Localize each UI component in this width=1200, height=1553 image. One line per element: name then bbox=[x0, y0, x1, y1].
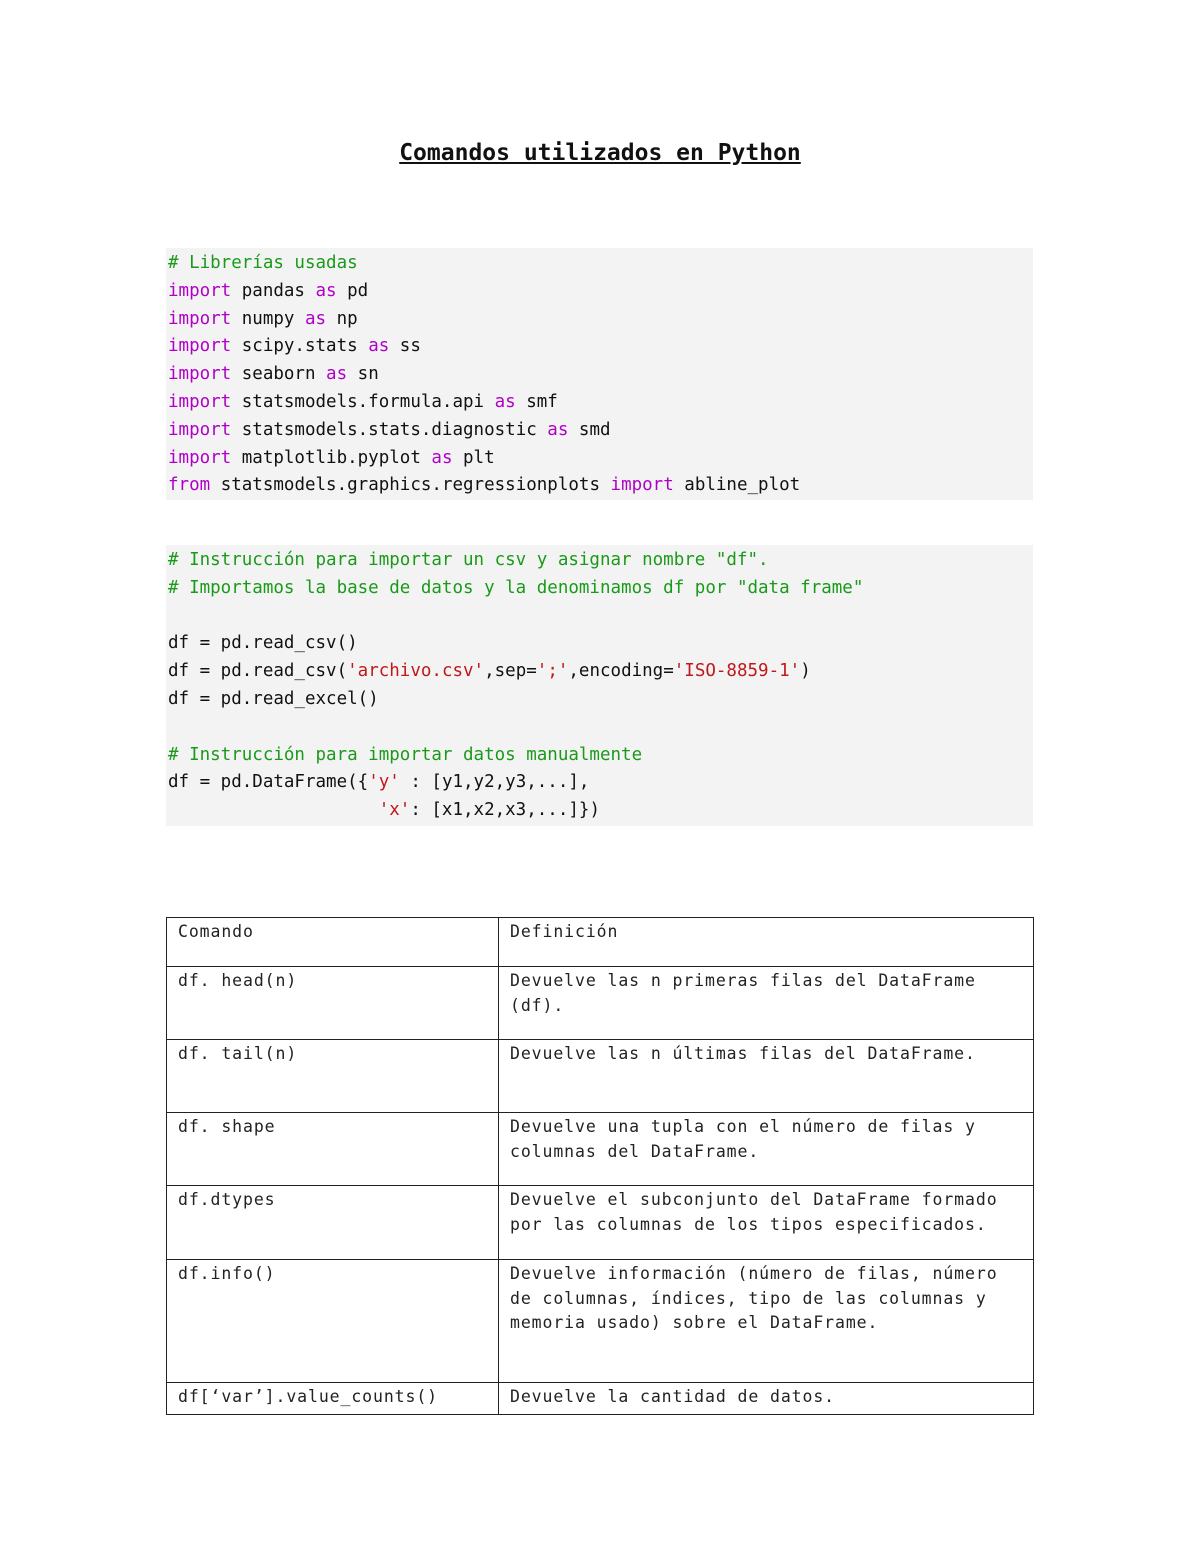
code-line bbox=[168, 306, 1033, 334]
keyword-as: as bbox=[326, 364, 348, 385]
cell-definition: Devuelve la cantidad de datos. bbox=[499, 1383, 1034, 1415]
cell-definition: Devuelve una tupla con el número de filas y columnas del DataFrame. bbox=[499, 1113, 1034, 1186]
table-row bbox=[167, 1113, 1034, 1186]
cell-definition: Devuelve información (número de filas, número de columnas, índices, tipo de las columnas y memoria usado) sobre el DataFrame. bbox=[499, 1260, 1034, 1383]
cell-definition: Devuelve las n últimas filas del DataFrame. bbox=[499, 1040, 1034, 1113]
string-literal: 'x' bbox=[378, 800, 411, 821]
code-comment: # Instrucción para importar datos manualmente bbox=[168, 744, 643, 765]
alias-name: sn bbox=[347, 364, 379, 385]
code-text: df = pd.read_csv( bbox=[168, 661, 348, 682]
code-comment: # Importamos la base de datos y la denominamos df por "data frame" bbox=[168, 577, 864, 598]
code-line bbox=[168, 769, 1033, 797]
keyword-import: import bbox=[168, 391, 232, 412]
blank-line bbox=[168, 714, 1033, 742]
module-name: pandas bbox=[231, 280, 316, 301]
table-row bbox=[167, 1186, 1034, 1260]
table-row bbox=[167, 967, 1034, 1040]
string-literal: 'y' bbox=[368, 772, 400, 793]
table-row bbox=[167, 1383, 1034, 1415]
keyword-import: import bbox=[168, 447, 232, 468]
keyword-import: import bbox=[168, 336, 232, 357]
module-name: statsmodels.formula.api bbox=[231, 391, 495, 412]
module-name: matplotlib.pyplot bbox=[231, 447, 432, 468]
code-text: ,sep= bbox=[484, 661, 537, 682]
code-block-read-data bbox=[166, 545, 1033, 826]
code-line bbox=[168, 417, 1033, 445]
code-line bbox=[168, 389, 1033, 417]
code-line bbox=[168, 278, 1033, 306]
header-command: Comando bbox=[167, 918, 499, 967]
keyword-import: import bbox=[168, 308, 232, 329]
cell-command: df. tail(n) bbox=[167, 1040, 499, 1113]
keyword-from: from bbox=[168, 475, 211, 496]
code-line bbox=[168, 333, 1033, 361]
keyword-import: import bbox=[168, 280, 232, 301]
module-name: statsmodels.graphics.regressionplots bbox=[210, 475, 611, 496]
module-name: numpy bbox=[231, 308, 305, 329]
keyword-import: import bbox=[610, 475, 674, 496]
code-line: df = pd.read_csv() bbox=[168, 633, 358, 654]
code-block-imports bbox=[166, 248, 1033, 500]
module-name: scipy.stats bbox=[231, 336, 369, 357]
cell-command: df[‘var’].value_counts() bbox=[167, 1383, 499, 1415]
code-text: df = pd.DataFrame({ bbox=[168, 772, 369, 793]
string-literal: ';' bbox=[536, 661, 569, 682]
commands-table bbox=[166, 917, 1034, 1415]
table-header-row bbox=[167, 918, 1034, 967]
keyword-as: as bbox=[304, 308, 327, 329]
string-literal: 'ISO-8859-1' bbox=[673, 661, 801, 682]
cell-command: df. shape bbox=[167, 1113, 499, 1186]
keyword-as: as bbox=[368, 336, 390, 357]
cell-command: df.info() bbox=[167, 1260, 499, 1383]
keyword-as: as bbox=[315, 280, 337, 301]
alias-name: smf bbox=[515, 391, 558, 412]
cell-definition: Devuelve el subconjunto del DataFrame formado por las columnas de los tipos especificados. bbox=[499, 1186, 1034, 1260]
cell-command: df.dtypes bbox=[167, 1186, 499, 1260]
keyword-import: import bbox=[168, 364, 232, 385]
keyword-as: as bbox=[547, 419, 569, 440]
imported-name: abline_plot bbox=[673, 475, 801, 496]
code-line bbox=[168, 445, 1033, 473]
code-comment: # Instrucción para importar un csv y asignar nombre "df". bbox=[168, 550, 769, 570]
code-comment: # Librerías usadas bbox=[168, 253, 358, 273]
page-title: Comandos utilizados en Python bbox=[399, 140, 801, 166]
alias-name: ss bbox=[389, 336, 421, 357]
code-text: : [x1,x2,x3,...]}) bbox=[410, 800, 600, 821]
alias-name: smd bbox=[568, 419, 611, 440]
code-line bbox=[168, 797, 1033, 825]
cell-definition: Devuelve las n primeras filas del DataFrame (df). bbox=[499, 967, 1034, 1040]
code-text: ) bbox=[800, 661, 811, 682]
code-text: : [y1,y2,y3,...], bbox=[399, 772, 590, 793]
table-row bbox=[167, 1260, 1034, 1383]
table-row bbox=[167, 1040, 1034, 1113]
keyword-import: import bbox=[168, 419, 232, 440]
code-line bbox=[168, 658, 1033, 686]
module-name: statsmodels.stats.diagnostic bbox=[231, 419, 548, 440]
code-line bbox=[168, 472, 1033, 500]
code-line bbox=[168, 361, 1033, 389]
header-definition: Definición bbox=[499, 918, 1034, 967]
alias-name: plt bbox=[452, 447, 495, 468]
code-text: ,encoding= bbox=[568, 661, 674, 682]
code-line: df = pd.read_excel() bbox=[168, 688, 379, 709]
code-indent bbox=[168, 800, 379, 820]
alias-name: np bbox=[326, 308, 358, 329]
cell-command: df. head(n) bbox=[167, 967, 499, 1040]
keyword-as: as bbox=[431, 447, 453, 468]
blank-line bbox=[168, 603, 1033, 631]
module-name: seaborn bbox=[231, 364, 327, 385]
string-literal: 'archivo.csv' bbox=[347, 661, 485, 682]
alias-name: pd bbox=[336, 280, 369, 301]
keyword-as: as bbox=[494, 391, 516, 412]
